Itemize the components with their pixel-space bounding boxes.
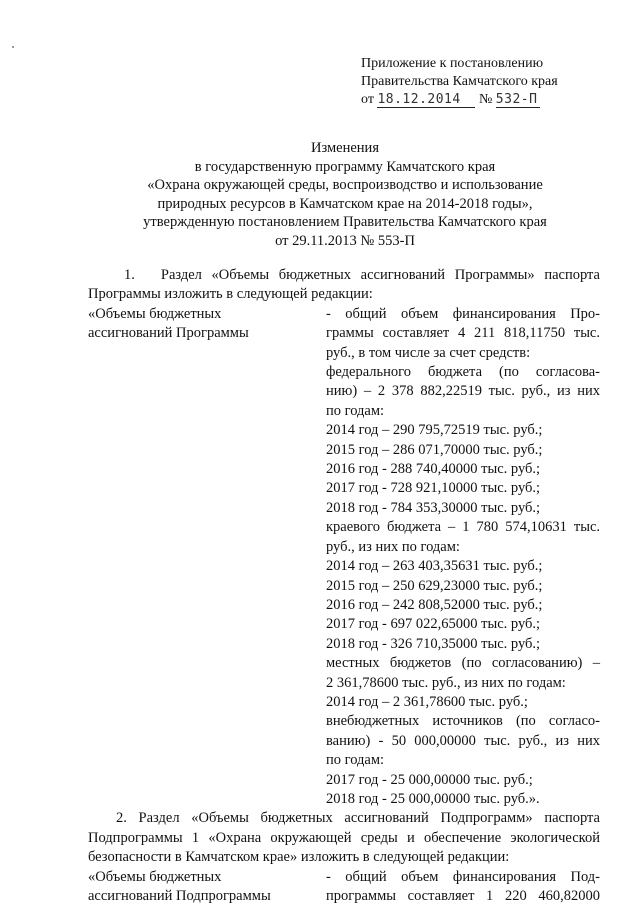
section-2-intro-line-3: безопасности в Камчатском крае» изложить в следующей редакции:: [88, 849, 510, 866]
section-1-right-line-19: местных бюджетов (по согласованию) –: [326, 655, 600, 672]
section-1-right-line-4: федерального бюджета (по согласова-: [326, 364, 600, 381]
section-1-left-cell: [88, 305, 326, 810]
section-1-right-line-10: 2017 год - 728 921,10000 тыс. руб.;: [326, 480, 541, 497]
section-2-left-cell: [88, 868, 326, 906]
appendix-line-2: Правительства Камчатского края: [361, 74, 558, 89]
section-1-right-line-20: 2 361,78600 тыс. руб., из них по годам:: [326, 674, 566, 691]
section-1-left-line-1: «Объемы бюджетных: [88, 305, 222, 322]
section-2-intro: [88, 809, 600, 867]
section-1-intro-text: Раздел «Объемы бюджетных ассигнований Программы» паспорта: [160, 267, 600, 283]
section-1-right-line-15: 2015 год – 250 629,23000 тыс. руб.;: [326, 577, 543, 594]
section-2-table: [88, 868, 600, 906]
number-prefix: №: [478, 92, 493, 107]
section-1-right-line-26: 2018 год - 25 000,00000 тыс. руб.».: [326, 790, 540, 807]
section-1-right-line-13: руб., из них по годам:: [326, 538, 460, 555]
section-1-right-line-5: нию) – 2 378 882,22519 тыс. руб., из них: [326, 383, 600, 400]
section-1-right-line-17: 2017 год - 697 022,65000 тыс. руб.;: [326, 616, 541, 633]
section-1-right-line-6: по годам:: [326, 402, 385, 419]
section-1-right-line-14: 2014 год – 263 403,35631 тыс. руб.;: [326, 558, 543, 575]
section-1-right-line-12: краевого бюджета – 1 780 574,10631 тыс.: [326, 519, 600, 536]
section-1-right-line-18: 2018 год - 326 710,35000 тыс. руб.;: [326, 635, 541, 652]
document-title: [90, 139, 600, 250]
section-1-right-line-1: - общий объем финансирования Про-: [326, 305, 600, 322]
section-1-intro-line-2: Программы изложить в следующей редакции:: [88, 286, 373, 303]
title-line-4: природных ресурсов в Камчатском крае на 2014-2018 годы»,: [157, 195, 533, 212]
section-1-right-line-7: 2014 год – 290 795,72519 тыс. руб.;: [326, 422, 543, 439]
section-2-right-line-2: программы составляет 1 220 460,82000: [326, 888, 600, 904]
title-line-2: в государственную программу Камчатского края: [194, 158, 496, 175]
section-1-right-line-8: 2015 год – 286 071,70000 тыс. руб.;: [326, 441, 543, 458]
section-1-right-line-9: 2016 год - 288 740,40000 тыс. руб.;: [326, 461, 541, 478]
section-1-intro: [88, 266, 600, 305]
document-body: [88, 266, 600, 906]
section-1-right-line-21: 2014 год – 2 361,78600 тыс. руб.;: [326, 693, 528, 710]
section-1-number: 1.: [124, 267, 135, 283]
section-1-table: [88, 305, 600, 810]
title-line-1: Изменения: [311, 140, 379, 156]
section-1-right-line-23: ванию) - 50 000,00000 тыс. руб., из них: [326, 732, 600, 749]
section-2-intro-line-1: 2. Раздел «Объемы бюджетных ассигнований Подпрограмм» паспорта: [116, 810, 600, 827]
section-1-right-line-22: внебюджетных источников (по согласо-: [326, 713, 600, 730]
resolution-number: 532-П: [495, 92, 538, 107]
title-line-5: утвержденную постановлением Правительства Камчатского края: [143, 214, 547, 230]
section-1-right-line-16: 2016 год – 242 808,52000 тыс. руб.;: [326, 596, 543, 613]
appendix-header: [361, 55, 621, 109]
section-2-intro-line-2: Подпрограммы 1 «Охрана окружающей среды и обеспечение экологической: [88, 829, 600, 846]
section-1-right-line-24: по годам:: [326, 752, 385, 769]
section-1-right-line-3: руб., в том числе за счет средств:: [326, 344, 531, 361]
section-1-intro-line-1: [88, 266, 600, 285]
section-1-left-line-2: ассигнований Программы: [88, 325, 249, 342]
appendix-date-line: [361, 92, 540, 107]
scan-dot: [12, 46, 14, 48]
section-1-right-line-25: 2017 год - 25 000,00000 тыс. руб.;: [326, 771, 533, 788]
section-1-right-line-11: 2018 год - 784 353,30000 тыс. руб.;: [326, 499, 541, 516]
title-line-3: «Охрана окружающей среды, воспроизводство и использование: [147, 177, 543, 193]
section-2-left-line-2: ассигнований Подпрограммы: [88, 888, 271, 904]
appendix-line-1: Приложение к постановлению: [361, 56, 544, 71]
section-1-right-line-2: граммы составляет 4 211 818,11750 тыс.: [326, 325, 600, 342]
title-line-6: от 29.11.2013 № 553-П: [275, 232, 415, 249]
section-2-left-line-1: «Объемы бюджетных: [88, 868, 222, 885]
resolution-date: 18.12.2014: [377, 92, 461, 107]
section-2-right-line-1: - общий объем финансирования Под-: [326, 868, 600, 885]
section-1-right-cell: [326, 305, 600, 810]
date-prefix: от: [361, 92, 374, 107]
section-2-right-cell: [326, 868, 600, 906]
